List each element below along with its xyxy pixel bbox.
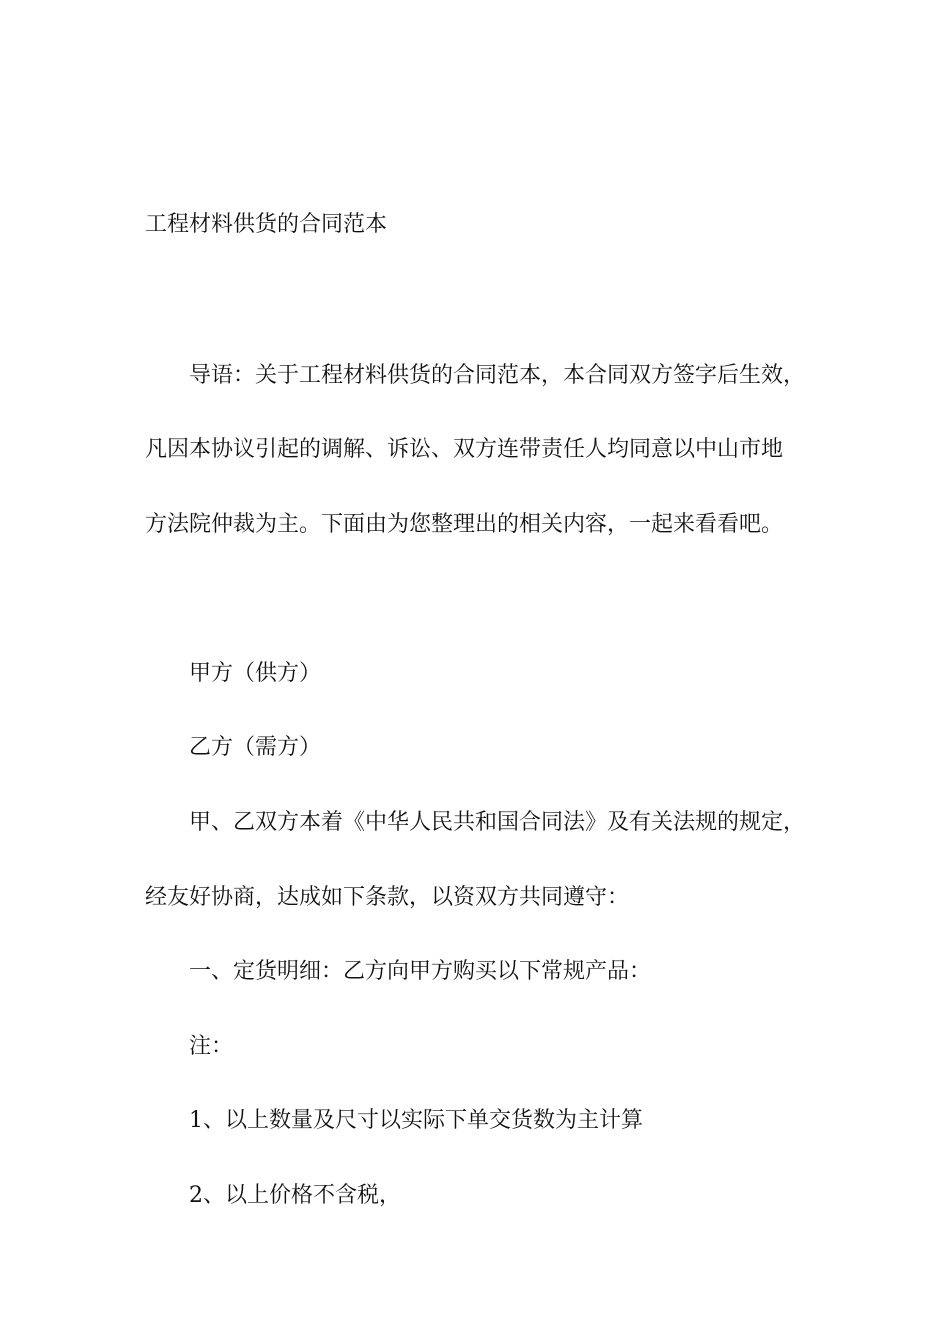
intro-line-1: 导语：关于工程材料供货的合同范本，本合同双方签字后生效， [189,363,806,388]
document-title: 工程材料供货的合同范本 [145,212,388,237]
intro-line-3: 方法院仲裁为主。下面由为您整理出的相关内容，一起来看看吧。 [145,512,784,537]
preamble-line-1: 甲、乙双方本着《中华人民共和国合同法》及有关法规的规定， [189,810,806,835]
note-1: 1、以上数量及尺寸以实际下单交货数为主计算 [189,1108,643,1133]
intro-line-2: 凡因本协议引起的调解、诉讼、双方连带责任人均同意以中山市地 [145,437,784,462]
note-label: 注： [189,1034,234,1059]
party-b: 乙方（需方） [189,735,322,760]
party-a: 甲方（供方） [189,661,322,686]
clause-1: 一、定货明细：乙方向甲方购买以下常规产品： [189,959,652,984]
preamble-line-2: 经友好协商，达成如下条款，以资双方共同遵守： [145,885,630,910]
note-2: 2、以上价格不含税， [189,1183,401,1208]
